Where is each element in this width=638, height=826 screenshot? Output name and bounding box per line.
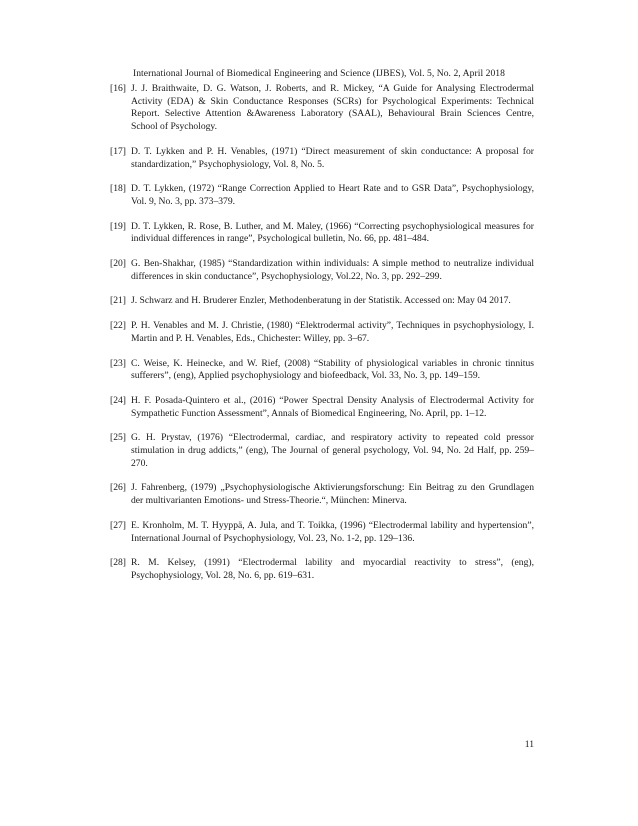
reference-number: [18] xyxy=(110,183,126,195)
reference-item xyxy=(110,520,534,545)
reference-text: G. H. Prystav, (1976) “Electrodermal, cardiac, and respiratory activity to repeated cold pressor stimulation in drug addicts,” (eng), The Journal of general psychology, Vol. 94, No. 2d Half, pp. 259–270. xyxy=(131,432,534,469)
reference-number: [21] xyxy=(110,295,126,307)
reference-text: R. M. Kelsey, (1991) “Electrodermal lability and myocardial reactivity to stress”, (eng), Psychophysiology, Vol. 28, No. 6, pp. 619–631. xyxy=(131,557,534,581)
reference-item xyxy=(110,358,534,383)
reference-text: G. Ben-Shakhar, (1985) “Standardization within individuals: A simple method to neutralize individual differences in skin conductance”, Psychophysiology, Vol.22, No. 3, pp. 292–299. xyxy=(131,258,534,282)
reference-text: J. J. Braithwaite, D. G. Watson, J. Roberts, and R. Mickey, “A Guide for Analysing Electrodermal Activity (EDA) & Skin Conductance Responses (SCRs) for Psychological Experiments: Technical Report. Selective Attention &Awareness Laboratory (SAAL), Behavioural Brain Sciences Centre, School of Psychology. xyxy=(131,83,534,133)
reference-number: [22] xyxy=(110,320,126,332)
reference-text: D. T. Lykken, (1972) “Range Correction Applied to Heart Rate and to GSR Data”, Psychophysiology, Vol. 9, No. 3, pp. 373–379. xyxy=(131,183,534,207)
reference-text: P. H. Venables and M. J. Christie, (1980) “Elektrodermal activity”, Techniques in psychophysiology, I. Martin and P. H. Venables, Eds., Chichester: Willey, pp. 3–67. xyxy=(131,320,534,344)
reference-number: [24] xyxy=(110,394,126,406)
reference-text: J. Fahrenberg, (1979) „Psychophysiologische Aktivierungsforschung: Ein Beitrag zu den Grundlagen der multivarianten Emotions- und Stress-Theorie.“, München: Minerva. xyxy=(131,482,534,507)
reference-item xyxy=(110,146,534,171)
reference-number: [27] xyxy=(110,519,126,531)
reference-number: [28] xyxy=(110,557,126,569)
page-number: 11 xyxy=(524,739,534,750)
reference-number: [23] xyxy=(110,357,126,369)
running-header: International Journal of Biomedical Engineering and Science (IJBES), Vol. 5, No. 2, April 2018 xyxy=(132,68,506,79)
reference-item xyxy=(110,258,534,283)
reference-number: [26] xyxy=(110,482,126,494)
reference-text: H. F. Posada-Quintero et al., (2016) “Power Spectral Density Analysis of Electrodermal Activity for Sympathetic Function Assessment”, Annals of Biomedical Engineering, No. April, pp. 1–12. xyxy=(131,394,534,419)
reference-number: [17] xyxy=(110,145,126,157)
reference-number: [19] xyxy=(110,220,126,232)
reference-list xyxy=(110,83,534,595)
reference-item xyxy=(110,83,534,134)
reference-number: [20] xyxy=(110,258,126,270)
reference-text: C. Weise, K. Heinecke, and W. Rief, (2008) “Stability of physiological variables in chronic tinnitus sufferers”, (eng), Applied psychophysiology and biofeedback, Vol. 33, No. 3, pp. 149–159. xyxy=(131,357,534,382)
reference-text: D. T. Lykken and P. H. Venables, (1971) “Direct measurement of skin conductance: A proposal for standardization,” Psychophysiology, Vol. 8, No. 5. xyxy=(131,145,534,170)
reference-number: [25] xyxy=(110,432,126,444)
reference-text: J. Schwarz and H. Bruderer Enzler, Methodenberatung in der Statistik. Accessed on: May 04 2017. xyxy=(131,295,511,307)
reference-number: [16] xyxy=(110,83,126,94)
reference-item xyxy=(110,295,534,308)
reference-item xyxy=(110,482,534,507)
reference-text: E. Kronholm, M. T. Hyyppä, A. Jula, and T. Toikka, (1996) “Electrodermal lability and hypertension”, International Journal of Psychophysiology, Vol. 23, No. 1-2, pp. 129–136. xyxy=(131,519,534,544)
reference-item xyxy=(110,320,534,345)
reference-item xyxy=(110,432,534,470)
reference-item xyxy=(110,183,534,208)
reference-item xyxy=(110,395,534,420)
reference-item xyxy=(110,221,534,246)
reference-item xyxy=(110,557,534,582)
reference-text: D. T. Lykken, R. Rose, B. Luther, and M. Maley, (1966) “Correcting psychophysiological measures for individual differences in range”, Psychological bulletin, No. 66, pp. 481–484. xyxy=(131,220,534,245)
